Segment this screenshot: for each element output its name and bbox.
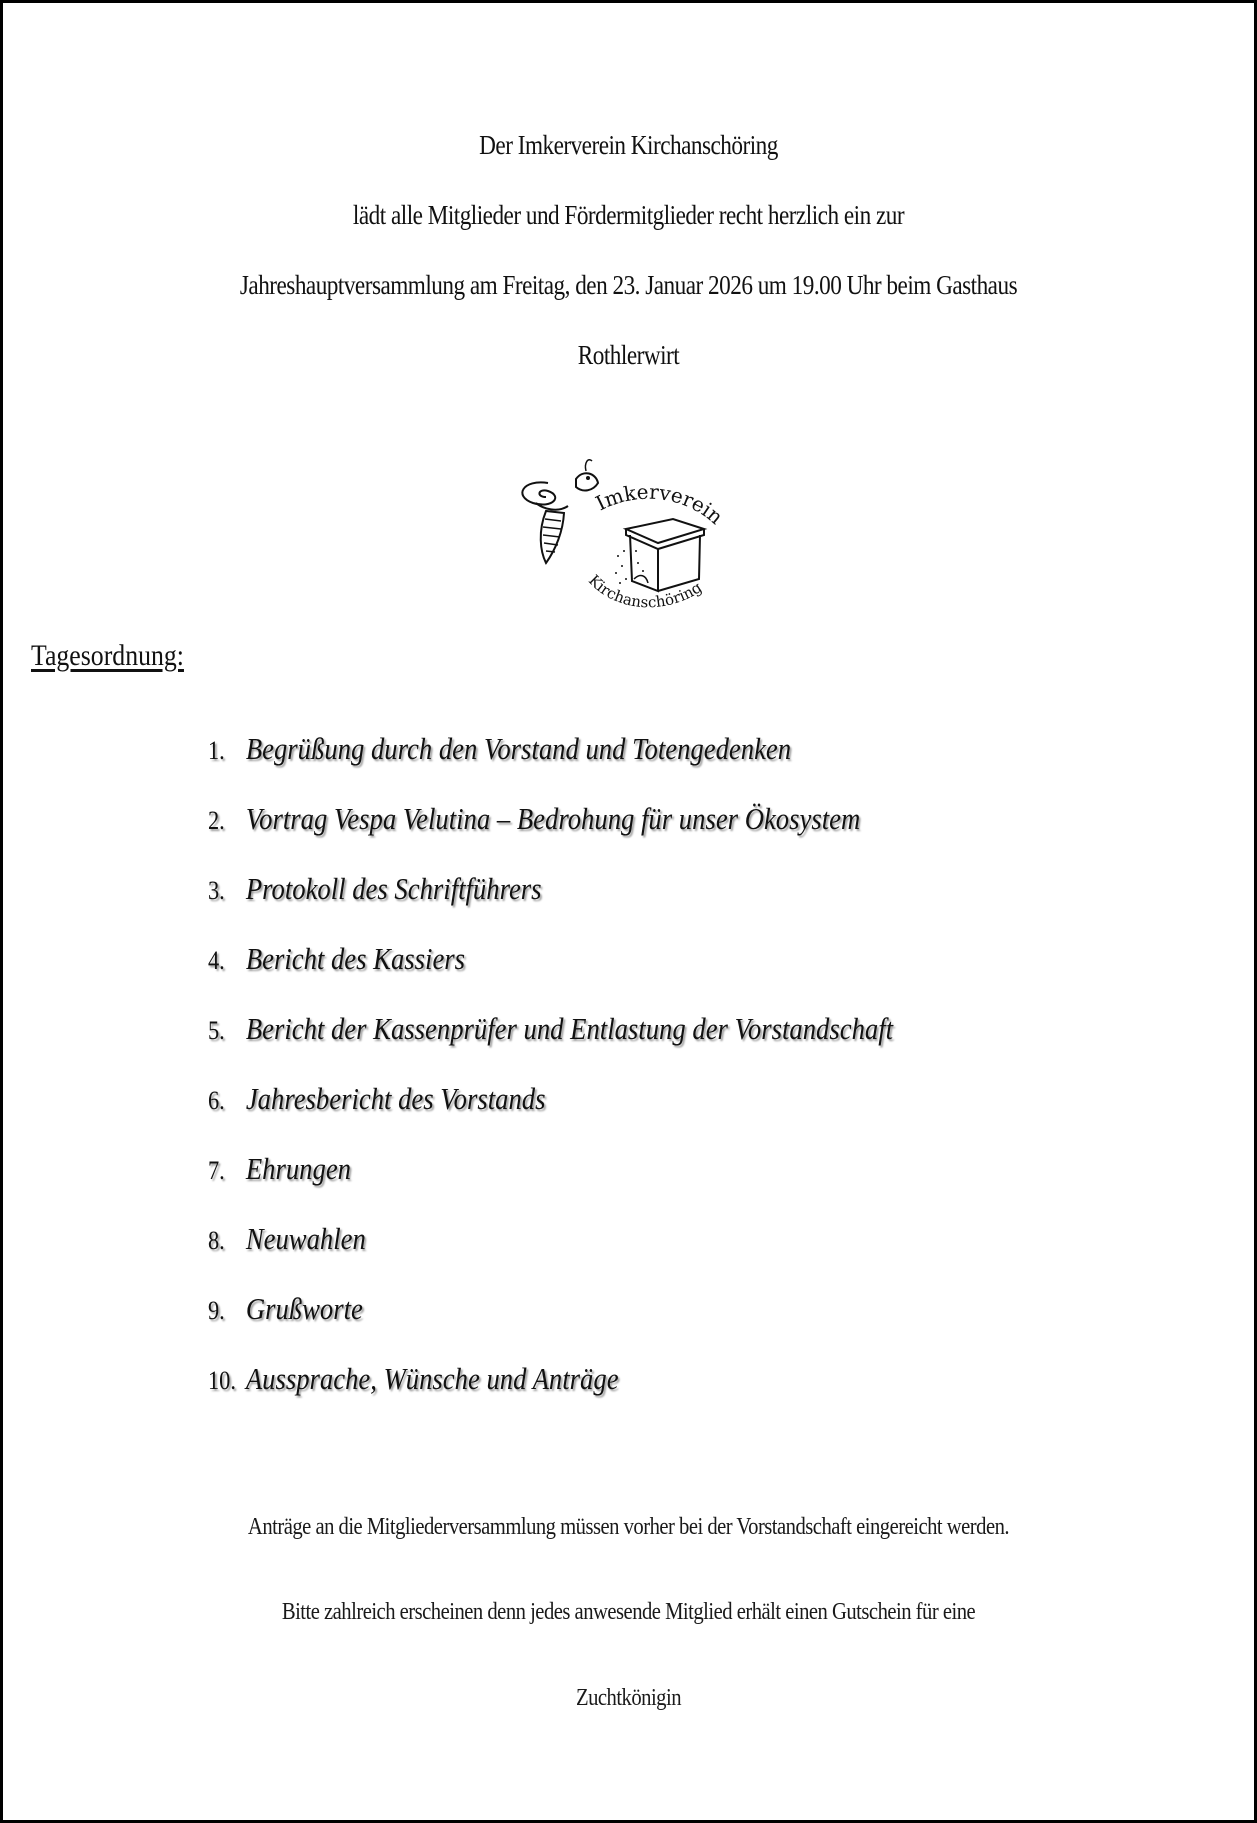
agenda-item [208, 1221, 366, 1257]
agenda-item-text: Jahresbericht des Vorstands [245, 1081, 546, 1116]
agenda-item [208, 801, 860, 837]
footer-note-motions: Anträge an die Mitgliederversammlung müssen vorher bei der Vorstandschaft eingereicht werden. [247, 1514, 1010, 1540]
agenda-item-number: 4. [208, 946, 225, 975]
agenda-item-text: Begrüßung durch den Vorstand und Totengedenken [245, 731, 792, 766]
agenda-item-text: Vortrag Vespa Velutina – Bedrohung für unser Ökosystem [245, 801, 861, 836]
logo-top-text: Imkerverein [591, 479, 728, 529]
agenda-item-number: 9. [208, 1296, 225, 1325]
agenda-item [208, 731, 791, 767]
invitation-line-4: Rothlerwirt [577, 340, 680, 370]
agenda-item-number: 1. [208, 736, 225, 765]
agenda-item [208, 1081, 545, 1117]
agenda-item-text: Grußworte [245, 1291, 363, 1326]
footer-note-attendance: Bitte zahlreich erscheinen denn jedes anwesende Mitglied erhält einen Gutschein für eine [281, 1599, 976, 1625]
agenda-item-number: 5. [208, 1016, 225, 1045]
agenda-item-text: Bericht der Kassenprüfer und Entlastung der Vorstandschaft [245, 1011, 894, 1046]
agenda-item-text: Neuwahlen [245, 1221, 366, 1256]
agenda-item-text: Aussprache, Wünsche und Anträge [245, 1361, 619, 1396]
agenda-item-text: Protokoll des Schriftführers [245, 871, 542, 906]
agenda-item-number: 6. [208, 1086, 225, 1115]
agenda-item-number: 8. [208, 1226, 225, 1255]
agenda-item-text: Bericht des Kassiers [245, 941, 466, 976]
invitation-line-3: Jahreshauptversammlung am Freitag, den 23. Januar 2026 um 19.00 Uhr beim Gasthaus [239, 270, 1018, 300]
bee-and-beehive-logo-icon [508, 451, 733, 621]
agenda-item [208, 1361, 619, 1397]
agenda-item [208, 1291, 363, 1327]
invitation-line-2: lädt alle Mitglieder und Fördermitglieder recht herzlich ein zur [352, 200, 905, 230]
logo-bottom-text: Kirchanschöring [585, 571, 706, 612]
agenda-item [208, 1151, 351, 1187]
agenda-item [208, 941, 465, 977]
agenda-item [208, 1011, 893, 1047]
agenda-item-number: 7. [208, 1156, 225, 1185]
agenda-heading: Tagesordnung: [31, 639, 184, 672]
footer-note-queen: Zuchtkönigin [575, 1685, 682, 1711]
agenda-item-number: 2. [208, 806, 225, 835]
agenda-item [208, 871, 542, 907]
agenda-item-text: Ehrungen [245, 1151, 351, 1186]
agenda-item-number: 3. [208, 876, 225, 905]
invitation-line-1: Der Imkerverein Kirchanschöring [479, 130, 778, 160]
agenda-item-number: 10. [208, 1366, 236, 1395]
